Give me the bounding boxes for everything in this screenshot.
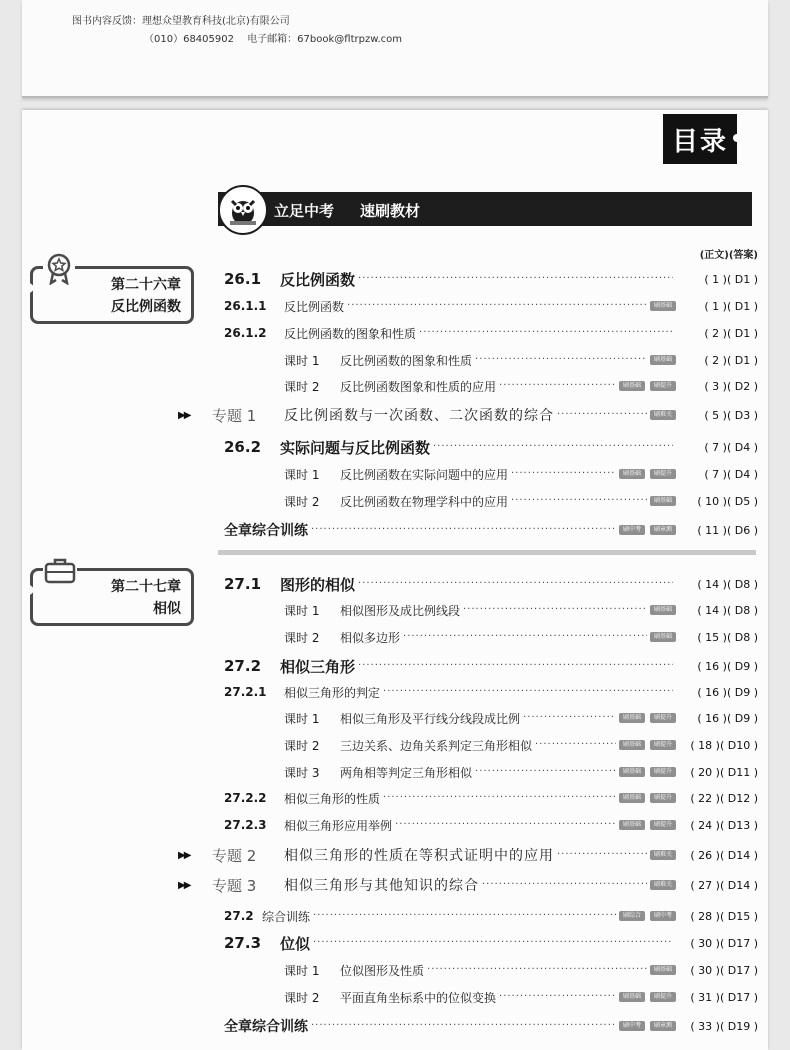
toc-title: 两角相等判定三角形相似 <box>340 765 473 780</box>
tag-group <box>650 965 676 975</box>
page-ref: ( 5 )( D3 ) <box>704 408 758 422</box>
toc-row <box>212 814 758 836</box>
chapter-title: 反比例函数 <box>111 299 181 315</box>
page-ref: ( 28 )( D15 ) <box>690 909 758 923</box>
leader-dots <box>403 631 647 642</box>
tag-group <box>619 992 676 1002</box>
toc-title: 三边关系、边角关系判定三角形相似 <box>340 738 533 753</box>
toc-number: 课时 2 <box>284 738 320 753</box>
toc-title: 反比例函数的图象和性质 <box>284 326 417 341</box>
leader-dots <box>475 354 647 365</box>
toc-row <box>212 375 758 397</box>
practice-tag: 刷提升 <box>650 740 676 750</box>
banner-part1: 立足中考 <box>274 202 335 220</box>
page-ref: ( 1 )( D1 ) <box>704 299 758 313</box>
chapter-box-26 <box>30 266 194 324</box>
page-ref: ( 31 )( D17 ) <box>690 990 758 1004</box>
practice-tag: 刷提升 <box>650 820 676 830</box>
practice-tag: 刷难关 <box>650 410 676 420</box>
page-ref: ( 14 )( D8 ) <box>697 603 758 617</box>
practice-tag: 刷基础 <box>619 713 645 723</box>
page-ref: ( 2 )( D1 ) <box>704 353 758 367</box>
box-notch <box>30 283 36 293</box>
leader-dots <box>511 495 647 506</box>
tag-group <box>619 381 676 391</box>
practice-tag: 刷基础 <box>619 820 645 830</box>
leader-dots <box>358 578 673 589</box>
toc-title: 综合训练 <box>262 909 311 924</box>
toc-row <box>212 573 758 595</box>
toc-title: 全章综合训练 <box>224 1019 308 1035</box>
practice-tag: 刷基础 <box>650 496 676 506</box>
owl-mascot-icon <box>218 185 268 235</box>
page-ref: ( 24 )( D13 ) <box>690 818 758 832</box>
leader-dots <box>395 819 616 830</box>
page-ref: ( 16 )( D9 ) <box>697 659 758 673</box>
toc-number: 27.1 <box>224 575 262 593</box>
page-ref: ( 16 )( D9 ) <box>697 685 758 699</box>
leader-dots <box>383 686 673 697</box>
arrow-marker-icon: ▶▶ <box>178 409 190 421</box>
leader-dots <box>313 910 616 921</box>
leader-dots <box>433 441 673 452</box>
tag-group <box>619 469 676 479</box>
previous-page <box>22 0 768 98</box>
contact-line <box>144 30 412 45</box>
practice-tag: 刷综合 <box>619 911 645 921</box>
practice-tag: 刷基础 <box>619 740 645 750</box>
toc-row <box>212 463 758 485</box>
toc-number: 专题 1 <box>212 406 257 425</box>
toc-row <box>212 436 758 458</box>
arrow-marker-icon: ▶▶ <box>178 879 190 891</box>
toc-row <box>212 681 758 703</box>
leader-dots <box>311 1020 616 1031</box>
toc-row <box>212 932 758 954</box>
feedback-line: 图书内容反馈：理想众望教育科技(北京)有限公司 <box>72 16 290 27</box>
briefcase-icon <box>43 555 77 589</box>
toc-number: 专题 3 <box>212 876 257 895</box>
toc-row <box>212 905 758 927</box>
dot-decoration <box>733 134 741 142</box>
toc-row <box>178 874 758 896</box>
leader-dots <box>358 660 673 671</box>
page-ref: ( 30 )( D17 ) <box>690 963 758 977</box>
leader-dots <box>313 937 673 948</box>
toc-title: 相似图形及成比例线段 <box>340 603 461 618</box>
toc-row <box>178 844 758 866</box>
page-ref: ( 10 )( D5 ) <box>697 494 758 508</box>
page-ref: ( 11 )( D6 ) <box>697 523 758 537</box>
toc-number: 26.1.2 <box>224 326 267 340</box>
leader-dots <box>557 849 647 860</box>
toc-row <box>212 626 758 648</box>
toc-number: 27.2 <box>224 657 262 675</box>
tag-group <box>619 767 676 777</box>
page-ref: ( 20 )( D11 ) <box>690 765 758 779</box>
tag-group <box>619 1021 676 1031</box>
practice-tag: 刷基础 <box>619 767 645 777</box>
leader-dots <box>358 273 673 284</box>
practice-tag: 刷难关 <box>650 850 676 860</box>
catalog-page <box>22 110 768 1050</box>
page-ref: ( 7 )( D4 ) <box>704 467 758 481</box>
practice-tag: 刷基础 <box>619 992 645 1002</box>
toc-number: 课时 2 <box>284 494 320 509</box>
practice-tag: 刷中考 <box>619 1021 645 1031</box>
practice-tag: 刷提升 <box>650 713 676 723</box>
tag-group <box>619 525 676 535</box>
leader-dots <box>475 766 616 777</box>
chapter-title: 相似 <box>153 601 181 617</box>
page-ref: ( 1 )( D1 ) <box>704 272 758 286</box>
toc-number: 26.2 <box>224 438 262 456</box>
toc-row <box>212 268 758 290</box>
practice-tag: 刷中考 <box>619 525 645 535</box>
toc-number: 课时 2 <box>284 379 320 394</box>
email: 电子邮箱：67book@fltrpzw.com <box>247 34 403 45</box>
toc-title: 反比例函数 <box>280 270 356 289</box>
tag-group <box>650 301 676 311</box>
practice-tag: 刷章测 <box>650 1021 676 1031</box>
toc-number: 课时 3 <box>284 765 320 780</box>
practice-tag: 刷提升 <box>650 381 676 391</box>
toc-row <box>212 599 758 621</box>
leader-dots <box>523 712 616 723</box>
box-notch <box>30 585 36 595</box>
practice-tag: 刷基础 <box>650 301 676 311</box>
practice-tag: 刷基础 <box>619 469 645 479</box>
catalog-title-text: 目录 <box>671 126 728 157</box>
leader-dots <box>463 604 647 615</box>
toc-number: 课时 1 <box>284 353 320 368</box>
toc-number: 课时 2 <box>284 990 320 1005</box>
toc-number: 27.3 <box>224 934 262 952</box>
page-ref: ( 22 )( D12 ) <box>690 791 758 805</box>
chapter-number: 第二十七章 <box>111 579 181 595</box>
tag-group <box>650 496 676 506</box>
tag-group <box>650 850 676 860</box>
practice-tag: 刷章测 <box>650 525 676 535</box>
toc-number: 专题 2 <box>212 846 257 865</box>
leader-dots <box>499 991 616 1002</box>
toc-title: 位似图形及性质 <box>340 963 425 978</box>
toc-row <box>212 959 758 981</box>
toc-title: 相似三角形 <box>280 657 356 676</box>
page-ref: ( 33 )( D19 ) <box>690 1019 758 1033</box>
leader-dots <box>311 524 616 535</box>
leader-dots <box>419 327 673 338</box>
toc-number: 26.1.1 <box>224 299 267 313</box>
toc-title: 反比例函数在物理学科中的应用 <box>340 494 509 509</box>
tag-group <box>619 713 676 723</box>
toc-title: 反比例函数图象和性质的应用 <box>340 379 497 394</box>
toc-row <box>212 322 758 344</box>
practice-tag: 刷提升 <box>650 793 676 803</box>
tag-group <box>619 911 676 921</box>
tag-group <box>650 410 676 420</box>
leader-dots <box>535 739 616 750</box>
leader-dots <box>427 964 647 975</box>
toc-title: 位似 <box>280 934 311 953</box>
toc-title: 相似三角形与其他知识的综合 <box>284 878 479 894</box>
page-ref: ( 2 )( D1 ) <box>704 326 758 340</box>
practice-tag: 刷基础 <box>650 355 676 365</box>
toc-title: 反比例函数在实际问题中的应用 <box>340 467 509 482</box>
toc-number: 26.1 <box>224 270 262 288</box>
tag-group <box>650 632 676 642</box>
phone: （010）68405902 <box>144 34 234 45</box>
chapter-divider <box>218 550 756 555</box>
toc-title: 反比例函数的图象和性质 <box>340 353 473 368</box>
toc-number: 27.2 <box>224 909 254 923</box>
practice-tag: 刷提升 <box>650 469 676 479</box>
tag-group <box>619 793 676 803</box>
catalog-title <box>663 114 737 164</box>
toc-number: 27.2.1 <box>224 685 267 699</box>
toc-number: 课时 1 <box>284 963 320 978</box>
leader-dots <box>383 792 616 803</box>
practice-tag: 刷中考 <box>650 911 676 921</box>
award-badge-icon <box>43 253 75 289</box>
section-banner <box>218 192 752 226</box>
practice-tag: 刷难关 <box>650 880 676 890</box>
practice-tag: 刷提升 <box>650 992 676 1002</box>
tag-group <box>650 880 676 890</box>
page-ref: ( 26 )( D14 ) <box>690 848 758 862</box>
chapter-box-27 <box>30 568 194 626</box>
toc-number: 27.2.2 <box>224 791 267 805</box>
toc-title: 相似多边形 <box>340 630 401 645</box>
toc-title: 反比例函数 <box>284 299 345 314</box>
leader-dots <box>499 380 616 391</box>
page-ref: ( 27 )( D14 ) <box>690 878 758 892</box>
toc-number: 27.2.3 <box>224 818 267 832</box>
page-ref: ( 30 )( D17 ) <box>690 936 758 950</box>
toc-row <box>212 490 758 512</box>
banner-part2: 速刷教材 <box>360 202 421 220</box>
toc-title: 相似三角形及平行线分线段成比例 <box>340 711 521 726</box>
practice-tag: 刷基础 <box>650 632 676 642</box>
toc-row <box>212 986 758 1008</box>
toc-number: 课时 1 <box>284 603 320 618</box>
toc-row <box>212 295 758 317</box>
toc-title: 相似三角形应用举例 <box>284 818 393 833</box>
leader-dots <box>511 468 616 479</box>
toc-title: 图形的相似 <box>280 575 356 594</box>
toc-title: 相似三角形的判定 <box>284 685 381 700</box>
toc-row <box>212 519 758 541</box>
tag-group <box>650 605 676 615</box>
toc-title: 相似三角形的性质 <box>284 791 381 806</box>
toc-number: 课时 2 <box>284 630 320 645</box>
toc-row <box>212 655 758 677</box>
toc-row <box>212 707 758 729</box>
toc-title: 反比例函数与一次函数、二次函数的综合 <box>284 408 554 424</box>
chapter-number: 第二十六章 <box>111 277 181 293</box>
toc-row <box>212 761 758 783</box>
toc-row <box>178 404 758 426</box>
practice-tag: 刷基础 <box>650 605 676 615</box>
toc-row <box>212 787 758 809</box>
practice-tag: 刷基础 <box>619 381 645 391</box>
toc-title: 相似三角形的性质在等积式证明中的应用 <box>284 848 554 864</box>
tag-group <box>650 355 676 365</box>
tag-group <box>619 740 676 750</box>
toc-title: 平面直角坐标系中的位似变换 <box>340 990 497 1005</box>
toc-row <box>212 734 758 756</box>
practice-tag: 刷提升 <box>650 767 676 777</box>
leader-dots <box>557 409 647 420</box>
leader-dots <box>482 879 647 890</box>
toc-title: 实际问题与反比例函数 <box>280 438 431 457</box>
page-ref: ( 16 )( D9 ) <box>697 711 758 725</box>
page-ref: ( 14 )( D8 ) <box>697 577 758 591</box>
arrow-marker-icon: ▶▶ <box>178 849 190 861</box>
toc-number: 课时 1 <box>284 467 320 482</box>
toc-row <box>212 349 758 371</box>
toc-number: 课时 1 <box>284 711 320 726</box>
leader-dots <box>347 300 647 311</box>
page-ref: ( 3 )( D2 ) <box>704 379 758 393</box>
page-ref: ( 7 )( D4 ) <box>704 440 758 454</box>
practice-tag: 刷基础 <box>650 965 676 975</box>
toc-row <box>212 1015 758 1037</box>
page-ref: ( 15 )( D8 ) <box>697 630 758 644</box>
column-header: (正文)(答案) <box>699 250 758 261</box>
practice-tag: 刷基础 <box>619 793 645 803</box>
tag-group <box>619 820 676 830</box>
page-ref: ( 18 )( D10 ) <box>690 738 758 752</box>
toc-title: 全章综合训练 <box>224 523 308 539</box>
